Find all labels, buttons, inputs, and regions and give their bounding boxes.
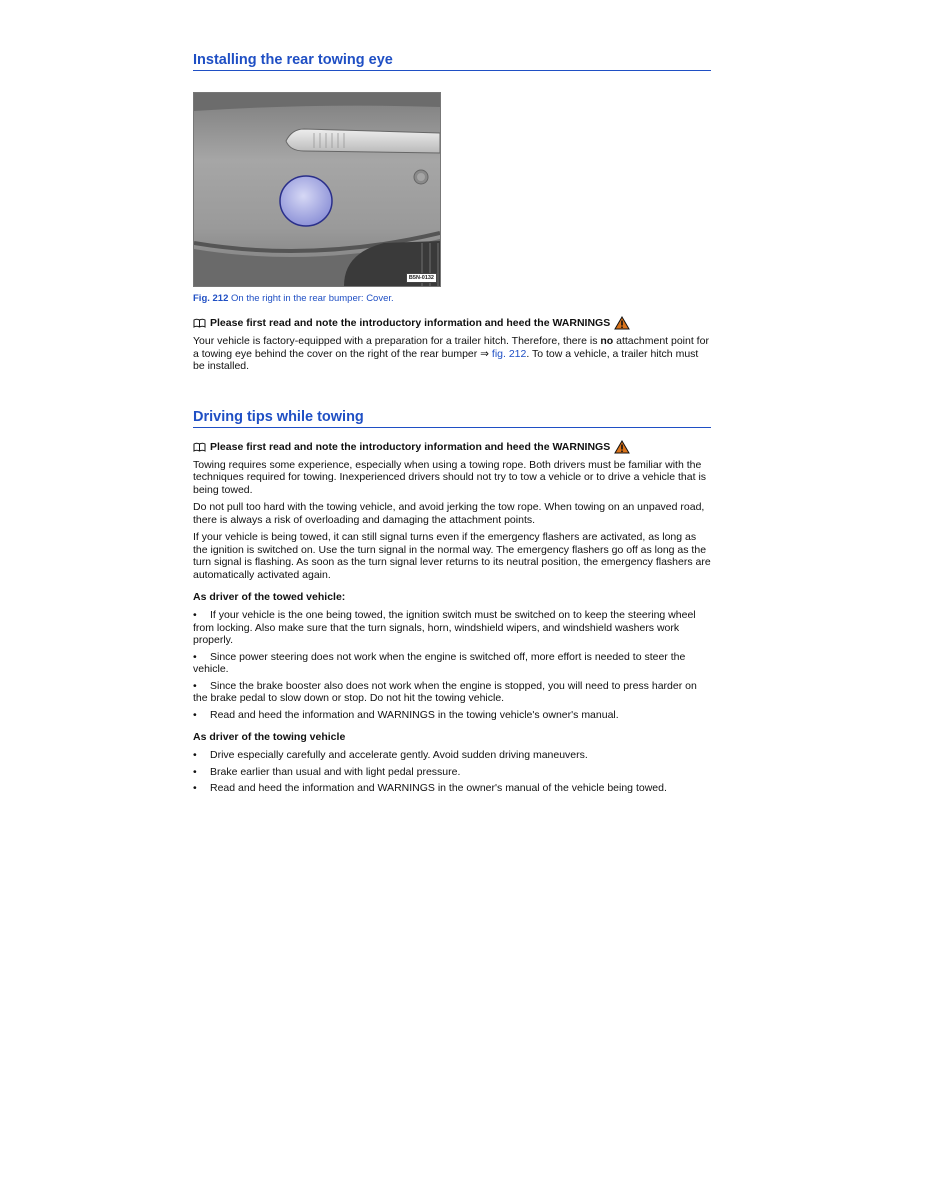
list-towed-vehicle xyxy=(193,609,711,721)
figure-caption xyxy=(193,293,711,304)
paragraph-part: attachment point for a towing eye behind the cover on the right of the rear bumper ⇒ xyxy=(193,335,709,360)
paragraph-part: Your vehicle is factory-equipped with a preparation for a trailer hitch. Therefore, there is xyxy=(193,335,601,347)
book-icon xyxy=(193,318,206,328)
emphasis-no: no xyxy=(600,335,614,347)
list-item-text: Since the brake booster also does not work when the engine is stopped, you will need to press harder on the brake pedal to slow down or stop. Do not hit the towing vehicle. xyxy=(193,679,697,704)
figure-code: B5N-0132 xyxy=(406,273,437,283)
bullet: • xyxy=(193,708,197,721)
list-item xyxy=(193,782,711,795)
figure-link[interactable]: fig. 212 xyxy=(491,347,527,360)
paragraph-tow-rope: Do not pull too hard with the towing vehicle, and avoid jerking the tow rope. When towing on an unpaved road, there is always a risk of overloading and damaging the attachment points. xyxy=(193,501,705,526)
book-icon xyxy=(193,442,206,452)
subheading-towing-vehicle: As driver of the towing vehicle xyxy=(193,731,346,743)
warning-icon[interactable] xyxy=(614,440,630,454)
figure-rear-bumper xyxy=(193,92,441,287)
list-item-text: Read and heed the information and WARNINGS in the owner's manual of the vehicle being towed. xyxy=(210,782,667,794)
bullet: • xyxy=(193,650,197,663)
bullet: • xyxy=(193,609,197,621)
list-item-text: Read and heed the information and WARNINGS in the towing vehicle's owner's manual. xyxy=(210,708,619,721)
bullet: • xyxy=(193,782,197,794)
paragraph-turn-signals: If your vehicle is being towed, it can still signal turns even if the emergency flashers are activated, as long as the ignition is switched on. Use the turn signal in the normal way. The emergency flashers go off as long as the turn signal is flashing. As soon as the turn signal lever returns to its neutral position, the emergency flashers are automatically activated again. xyxy=(193,531,711,581)
bullet: • xyxy=(193,679,197,692)
bullet: • xyxy=(193,765,197,778)
paragraph-trailer-hitch xyxy=(193,335,711,373)
list-item xyxy=(193,680,711,705)
figure-caption-text: On the right in the rear bumper: Cover. xyxy=(228,293,394,304)
rear-bumper-illustration xyxy=(194,93,440,286)
bullet: • xyxy=(193,749,197,761)
section-title-driving-tips: Driving tips while towing xyxy=(193,409,711,428)
list-item xyxy=(193,766,711,779)
list-item xyxy=(193,749,711,762)
manual-page xyxy=(193,52,711,799)
figure-number: Fig. 212 xyxy=(193,293,229,304)
list-towing-vehicle xyxy=(193,749,711,795)
list-item-text: Brake earlier than usual and with light pedal pressure. xyxy=(210,765,461,778)
paragraph-towing-experience: Towing requires some experience, especially when using a towing rope. Both drivers must be familiar with the techniques required for towing. Inexperienced drivers should not try to tow a vehicle or to drive a vehicle that is being towed. xyxy=(193,458,707,496)
list-item xyxy=(193,609,711,647)
warning-icon[interactable] xyxy=(614,316,630,330)
intro-notice-1 xyxy=(193,316,711,330)
section-title-rear-towing-eye: Installing the rear towing eye xyxy=(193,52,711,71)
subheading-towed-vehicle: As driver of the towed vehicle: xyxy=(193,591,346,603)
list-item-text: Drive especially carefully and accelerate gently. Avoid sudden driving maneuvers. xyxy=(210,749,588,761)
list-item-text: Since power steering does not work when the engine is switched off, more effort is needed to steer the vehicle. xyxy=(193,650,686,675)
intro-text-2: Please first read and note the introductory information and heed the WARNINGS xyxy=(210,440,611,453)
list-item xyxy=(193,651,711,676)
intro-text-1: Please first read and note the introductory information and heed the WARNINGS xyxy=(210,317,611,329)
paragraph-part: . To tow a vehicle, a trailer hitch must be installed. xyxy=(193,347,699,372)
list-item xyxy=(193,709,711,722)
intro-notice-2 xyxy=(193,440,711,454)
section-driving-tips xyxy=(193,409,711,795)
list-item-text: If your vehicle is the one being towed, the ignition switch must be switched on to keep the steering wheel from locking. Also make sure that the turn signals, horn, windshield wipers, and windshield washers work properly. xyxy=(193,609,696,646)
